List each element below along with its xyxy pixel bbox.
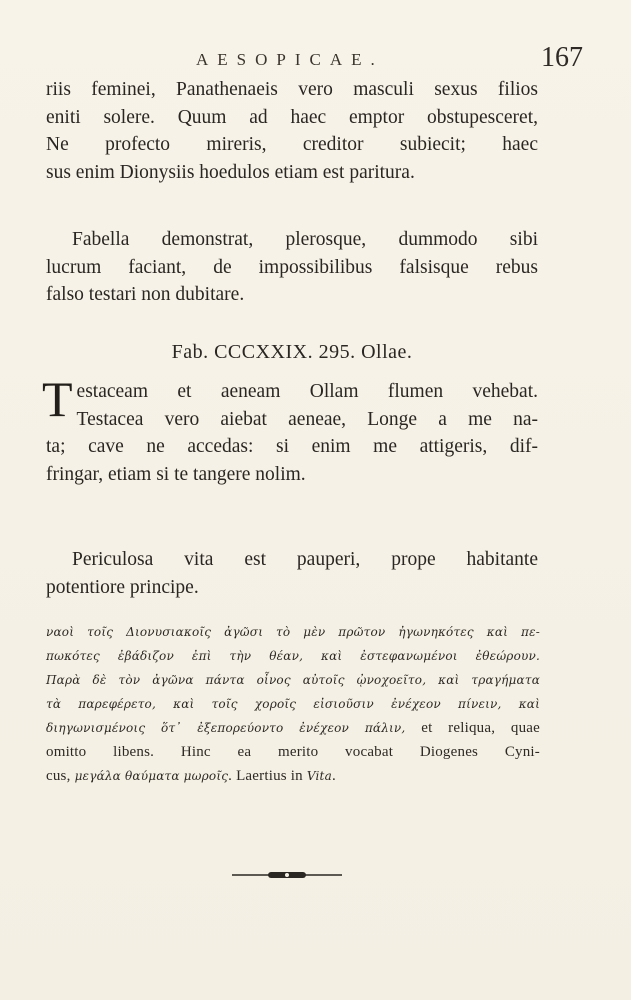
text-line: Ne profecto mireris, creditor subiecit; haec — [46, 134, 538, 155]
text-line: Testacea vero aiebat aeneae, Longe a me na- — [76, 408, 538, 430]
paragraph-continuation — [46, 76, 538, 186]
footnote-line: cus, μεγάλα θαύματα μωροῖς. Laertius in Vita. — [46, 768, 336, 784]
text-line: estaceam et aeneam Ollam flumen vehebat. — [76, 381, 538, 402]
text-line: eniti solere. Quum ad haec emptor obstupesceret, — [46, 106, 538, 128]
text-line: riis feminei, Panathenaeis vero masculi sexus filios — [46, 79, 538, 100]
fable-text — [42, 371, 538, 488]
text-line: fringar, etiam si te tangere nolim. — [46, 463, 306, 485]
text-line: falso testari non dubitare. — [46, 284, 245, 305]
footnote-line: τὰ παρεφέρετο, καὶ τοῖς χοροῖς εἰσιοῦσιν ἐνέχεον πίνειν, καὶ — [46, 697, 540, 711]
footnote-line: omitto libens. Hinc ea merito vocabat Diogenes Cyni- — [46, 744, 540, 760]
greek-text: διηγωνισμένοις ὅτ᾽ ἐξεπορεύοντο ἐνέχεον πάλιν, — [46, 721, 406, 735]
latin-text: cus, — [46, 768, 71, 784]
drop-cap: T — [42, 371, 73, 427]
fable-title: Fab. CCCXXIX. 295. Ollae. — [171, 341, 413, 363]
footnote-line: πωκότες ἐβάδιζον ἐπὶ τὴν θέαν, καὶ ἐστεφανωμένοι ἐθεώρουν. — [46, 649, 540, 663]
footnote-line — [46, 716, 540, 740]
latin-text: et reliqua, quae — [421, 720, 541, 736]
latin-italic-text: Vita — [306, 769, 332, 783]
text-line: Fabella demonstrat, plerosque, dummodo sibi — [72, 229, 538, 250]
footnote — [46, 620, 540, 788]
page-number: 167 — [541, 42, 583, 73]
moral-paragraph — [46, 546, 538, 601]
ornament-rule-icon — [232, 868, 342, 882]
greek-text: μεγάλα θαύματα μωροῖς — [74, 769, 229, 783]
footnote-line: Παρὰ δὲ τὸν ἀγῶνα πάντα οἶνος αὐτοῖς ᾠνοχοεῖτο, καὶ τραγήματα — [46, 673, 540, 687]
running-head: AESOPICAE. — [196, 50, 384, 69]
text-line: Periculosa vita est pauperi, prope habitante — [72, 549, 538, 570]
text-line: lucrum faciant, de impossibilibus falsisque rebus — [46, 256, 538, 278]
text-line: potentiore principe. — [46, 576, 199, 598]
footnote-line: ναοὶ τοῖς Διονυσιακοῖς ἀγῶσι τὸ μὲν πρῶτον ἠγωνηκότες καὶ πε- — [46, 625, 540, 639]
latin-text: . Laertius in — [228, 768, 303, 784]
text-line: sus enim Dionysiis hoedulos etiam est paritura. — [46, 161, 415, 183]
fable-moral-paragraph — [46, 226, 538, 309]
text-line: ta; cave ne accedas: si enim me attigeris, dif- — [46, 436, 538, 457]
